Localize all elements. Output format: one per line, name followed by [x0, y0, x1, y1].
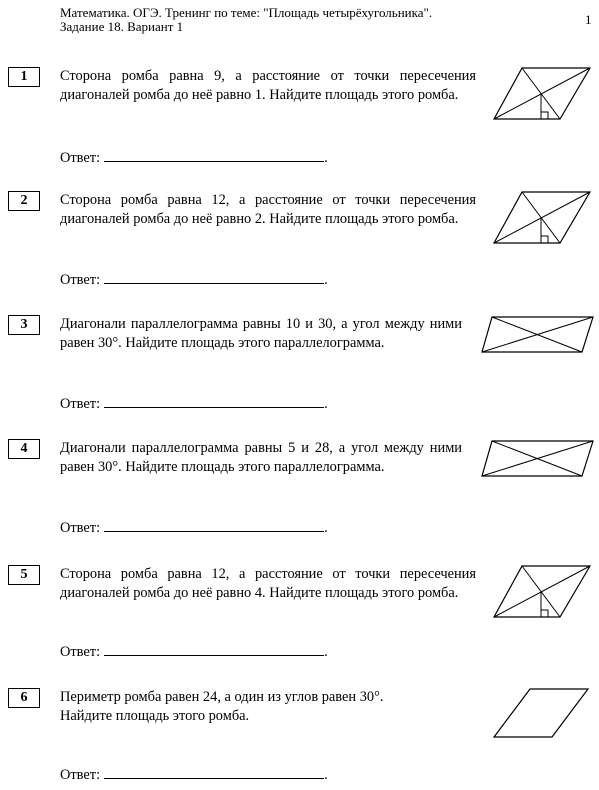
answer-label: Ответ:: [60, 520, 101, 536]
answer-row: [60, 269, 328, 290]
answer-field[interactable]: [104, 393, 324, 408]
task-text: Сторона ромба равна 12, а расстояние от точки пересечения диагоналей ромба до неё равно 2. Найдите площадь этого ромба.: [60, 192, 476, 227]
answer-row: [60, 517, 328, 538]
page-header: [60, 6, 480, 34]
rhombus-with-height-icon: [492, 67, 592, 121]
answer-row: [60, 393, 328, 414]
task-number: 6: [8, 688, 40, 708]
answer-end: .: [324, 272, 328, 288]
answer-label: Ответ:: [60, 644, 101, 660]
answer-row: [60, 641, 328, 662]
task-number: 3: [8, 315, 40, 335]
header-title: Математика. ОГЭ. Тренинг по теме: "Площадь четырёхугольника".: [60, 5, 433, 20]
task-number: 4: [8, 439, 40, 459]
answer-field[interactable]: [104, 269, 324, 284]
answer-end: .: [324, 150, 328, 166]
header-subtitle: Задание 18. Вариант 1: [60, 19, 184, 34]
answer-end: .: [324, 767, 328, 783]
page-number: 1: [585, 12, 592, 27]
task-number: 2: [8, 191, 40, 211]
task-text: Сторона ромба равна 9, а расстояние от точки пересечения диагоналей ромба до неё равно 1. Найдите площадь этого ромба.: [60, 68, 476, 103]
parallelogram-diagonals-icon: [480, 439, 596, 479]
task-text: Диагонали параллелограмма равны 10 и 30, а угол между ними равен 30°. Найдите площадь этого параллелограмма.: [60, 316, 462, 351]
task-number: 5: [8, 565, 40, 585]
answer-field[interactable]: [104, 641, 324, 656]
task-text: Диагонали параллелограмма равны 5 и 28, а угол между ними равен 30°. Найдите площадь этого параллелограмма.: [60, 440, 462, 475]
rhombus-with-height-icon: [492, 191, 592, 245]
task-text: Периметр ромба равен 24, а один из углов равен 30°. Найдите площадь этого ромба.: [60, 689, 384, 724]
answer-end: .: [324, 396, 328, 412]
answer-label: Ответ:: [60, 767, 101, 783]
answer-end: .: [324, 520, 328, 536]
answer-row: [60, 147, 328, 168]
answer-row: [60, 764, 328, 785]
answer-field[interactable]: [104, 517, 324, 532]
parallelogram-diagonals-icon: [480, 315, 596, 355]
rhombus-with-height-icon: [492, 565, 592, 619]
answer-end: .: [324, 644, 328, 660]
answer-label: Ответ:: [60, 396, 101, 412]
answer-field[interactable]: [104, 764, 324, 779]
rhombus-icon: [492, 688, 592, 740]
answer-label: Ответ:: [60, 272, 101, 288]
answer-field[interactable]: [104, 147, 324, 162]
task-text: Сторона ромба равна 12, а расстояние от точки пересечения диагоналей ромба до неё равно 4. Найдите площадь этого ромба.: [60, 566, 476, 601]
task-number: 1: [8, 67, 40, 87]
answer-label: Ответ:: [60, 150, 101, 166]
